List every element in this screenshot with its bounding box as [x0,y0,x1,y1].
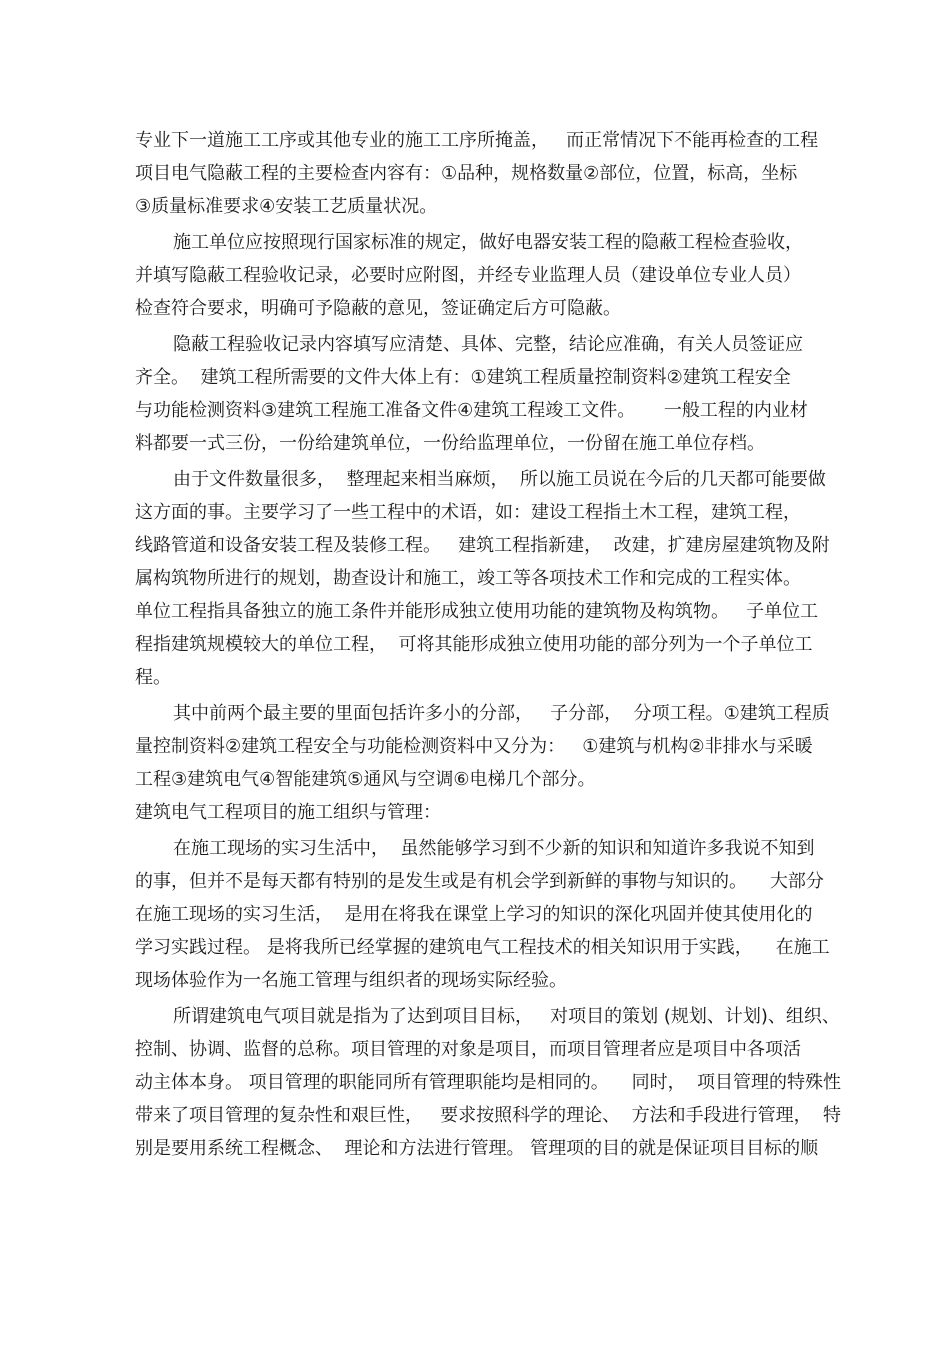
paragraph-start-line: 隐蔽工程验收记录内容填写应清楚、具体、完整，结论应准确，有关人员签证应 [173,334,803,355]
text-line: 与功能检测资料③建筑工程施工准备文件④建筑工程竣工文件。 一般工程的内业材 [135,400,808,421]
text-line: 齐全。 建筑工程所需要的文件大体上有：①建筑工程质量控制资料②建筑工程安全 [135,367,791,388]
text-line: 并填写隐蔽工程验收记录，必要时应附图，并经专业监理人员（建设单位专业人员） [135,265,801,286]
text-line: 程指建筑规模较大的单位工程， 可将其能形成独立使用功能的部分列为一个子单位工 [135,634,813,655]
text-line: 这方面的事。主要学习了一些工程中的术语，如：建设工程指土木工程，建筑工程， [135,502,801,523]
paragraph-start-line: 所谓建筑电气项目就是指为了达到项目目标， 对项目的策划 (规划、计划)、组织、 [173,1006,840,1027]
text-line: 专业下一道施工工序或其他专业的施工工序所掩盖， 而正常情况下不能再检查的工程 [135,130,819,151]
paragraph-start-line: 施工单位应按照现行国家标准的规定，做好电器安装工程的隐蔽工程检查验收， [173,232,803,253]
text-line: 现场体验作为一名施工管理与组织者的现场实际经验。 [135,970,567,991]
text-line: 单位工程指具备独立的施工条件并能形成独立使用功能的建筑物及构筑物。 子单位工 [135,601,819,622]
section-heading: 建筑电气工程项目的施工组织与管理： [135,802,441,823]
text-line: 线路管道和设备安装工程及装修工程。 建筑工程指新建， 改建，扩建房屋建筑物及附 [135,535,830,556]
paragraph-start-line: 其中前两个最主要的里面包括许多小的分部， 子分部， 分项工程。①建筑工程质 [173,703,830,724]
text-line: 控制、协调、监督的总称。项目管理的对象是项目，而项目管理者应是项目中各项活 [135,1039,801,1060]
text-line: 在施工现场的实习生活， 是用在将我在课堂上学习的知识的深化巩固并使其使用化的 [135,904,813,925]
text-line: 程。 [135,667,171,688]
paragraph-start-line: 由于文件数量很多， 整理起来相当麻烦， 所以施工员说在今后的几天都可能要做 [173,469,826,490]
text-line: 料都要一式三份，一份给建筑单位，一份给监理单位，一份留在施工单位存档。 [135,433,765,454]
text-line: 动主体本身。 项目管理的职能同所有管理职能均是相同的。 同时， 项目管理的特殊性 [135,1072,842,1093]
text-line: ③质量标准要求④安装工艺质量状况。 [135,196,438,217]
text-line: 带来了项目管理的复杂性和艰巨性， 要求按照科学的理论、 方法和手段进行管理， 特 [135,1105,842,1126]
text-line: 项目电气隐蔽工程的主要检查内容有：①品种，规格数量②部位，位置，标高，坐标 [135,163,798,184]
text-line: 检查符合要求，明确可予隐蔽的意见，签证确定后方可隐蔽。 [135,298,621,319]
text-line: 学习实践过程。 是将我所已经掌握的建筑电气工程技术的相关知识用于实践， 在施工 [135,937,830,958]
text-line: 的事，但并不是每天都有特别的是发生或是有机会学到新鲜的事物与知识的。 大部分 [135,871,824,892]
text-line: 工程③建筑电气④智能建筑⑤通风与空调⑥电梯几个部分。 [135,769,596,790]
body-text [135,124,845,1165]
text-line: 属构筑物所进行的规划，勘查设计和施工，竣工等各项技术工作和完成的工程实体。 [135,568,801,589]
text-line: 别是要用系统工程概念、 理论和方法进行管理。 管理项的目的就是保证项目目标的顺 [135,1138,819,1159]
paragraph-start-line: 在施工现场的实习生活中， 虽然能够学习到不少新的知识和知道许多我说不知到 [173,838,815,859]
text-line: 量控制资料②建筑工程安全与功能检测资料中又分为： ①建筑与机构②非排水与采暖 [135,736,813,757]
